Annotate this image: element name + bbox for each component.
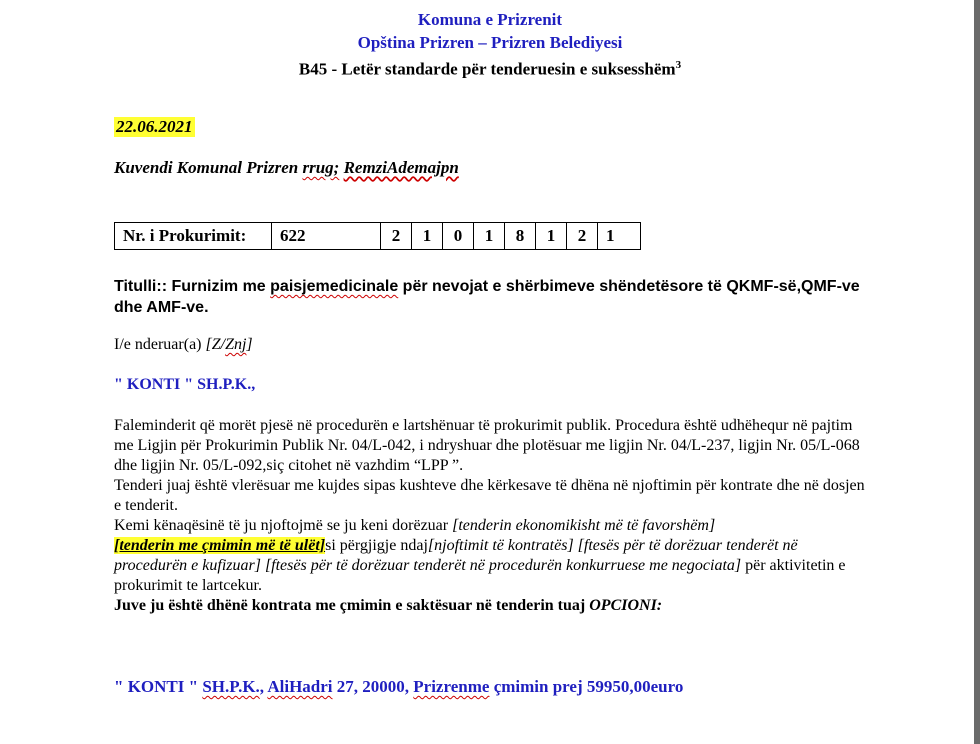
municipality-name-alt: Opština Prizren – Prizren Belediyesi — [357, 33, 623, 52]
paragraph: Kemi kënaqësinë të ju njoftojmë se ju keni dorëzuar [tenderin ekonomikisht më të favorshëm] [tenderin me çmimin më të ulët]si përgjigje ndaj[njoftimit të kontratës] [ftesës për të dorëzuar tenderët në procedurën e kufizuar] [ftesës për të dorëzuar tenderët në procedurën konkurruese me negociata] për aktivitetin e prokurimit te lartcekur. — [114, 517, 846, 594]
highlighted-option: [tenderin me çmimin më të ulët] — [114, 537, 326, 554]
procurement-cell: 8 — [505, 223, 536, 250]
procurement-number-table — [114, 222, 641, 250]
salutation: I/e nderuar(a) [Z/Znj] — [114, 336, 253, 353]
footnote-ref: 3 — [675, 59, 682, 71]
procurement-cell: 622 — [272, 223, 381, 250]
company-name: " KONTI " SH.P.K., — [114, 376, 256, 393]
procurement-cell: 1 — [598, 223, 641, 250]
paragraph: Tenderi juaj është vlerësuar me kujdes sipas kushteve dhe kërkesave të dhëna në njoftimin për kontrate dhe në dosjen e tenderit. — [114, 477, 865, 514]
procurement-cell: 1 — [412, 223, 443, 250]
procurement-cell: 0 — [443, 223, 474, 250]
procurement-cell: 1 — [474, 223, 505, 250]
procurement-label: Nr. i Prokurimit: — [115, 223, 272, 250]
procurement-cell: 2 — [567, 223, 598, 250]
paragraph: Juve ju është dhënë kontrata me çmimin e saktësuar në tenderin tuaj OPCIONI: — [114, 597, 663, 614]
document-header — [0, 8, 980, 81]
recipient-address: Kuvendi Komunal Prizren rrug; RemziAdemajpn — [114, 158, 459, 177]
municipality-name: Komuna e Prizrenit — [417, 10, 563, 29]
window-edge — [974, 0, 980, 744]
paragraph: Faleminderit që morët pjesë në procedurën e lartshënuar të prokurimit publik. Procedura është udhëhequr në pajtim me Ligjin për Prokurimin Publik Nr. 04/L-042, i ndryshuar dhe plotësuar me ligjin Nr. 04/L-237, ligjin Nr. 05/L-068 dhe ligjin Nr. 05/L-092,siç citohet në vazhdim “LPP ”. — [114, 417, 860, 474]
procurement-cell: 1 — [536, 223, 567, 250]
procurement-cell: 2 — [381, 223, 412, 250]
document-title: B45 - Letër standarde për tenderuesin e suksesshëm$^3$ — [298, 59, 682, 79]
table-row — [115, 223, 641, 250]
tender-title: Titulli:: Furnizim me paisjemedicinale për nevojat e shërbimeve shëndetësore të QKMF-së,QMF-ve dhe AMF-ve. — [114, 278, 860, 316]
contract-award-line: " KONTI " SH.P.K., AliHadri 27, 20000, Prizrenme çmimin prej 59950,00euro — [114, 677, 684, 696]
letter-body — [114, 416, 874, 616]
letter-date: 22.06.2021 — [116, 117, 193, 136]
